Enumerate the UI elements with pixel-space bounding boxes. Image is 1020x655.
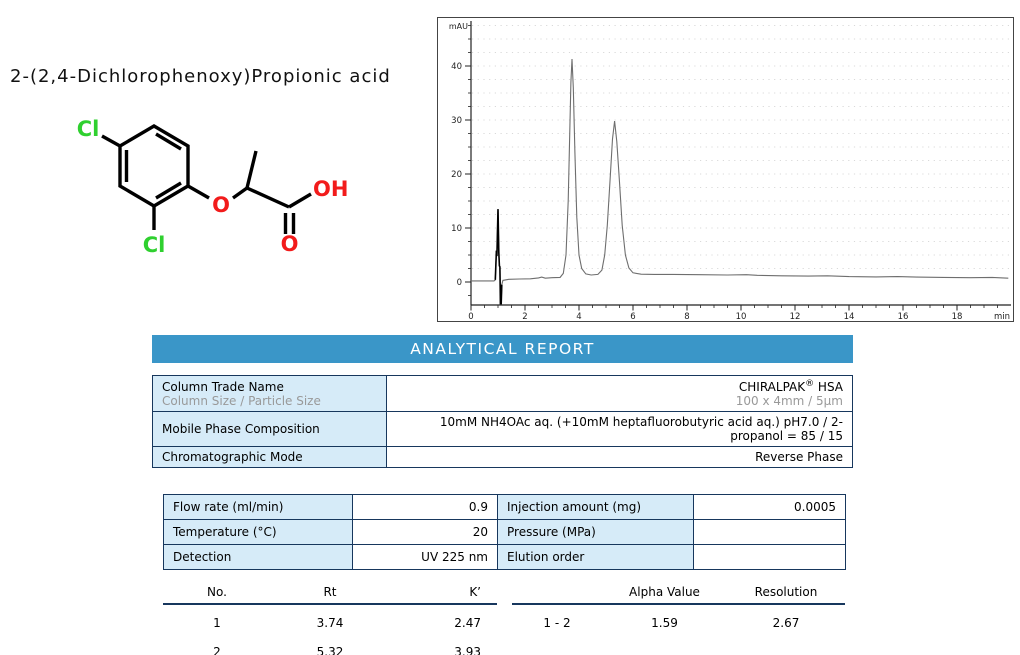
injection-amount-value: 0.0005: [694, 495, 846, 520]
svg-text:mAU: mAU: [448, 22, 468, 31]
temperature-label: Temperature (°C): [164, 520, 353, 545]
svg-text:0: 0: [468, 312, 474, 322]
injection-amount-label: Injection amount (mg): [498, 495, 694, 520]
chemical-structure: [50, 98, 370, 268]
retention-header-row: [163, 581, 497, 605]
column-size-value: 100 x 4mm / 5µm: [735, 394, 843, 408]
peak-pair: 1 - 2: [543, 616, 571, 630]
flow-rate-value: 0.9: [353, 495, 498, 520]
column-size-label: Column Size / Particle Size: [162, 393, 321, 408]
svg-text:16: 16: [897, 312, 909, 322]
table-row: [153, 412, 853, 447]
pressure-value: [694, 520, 846, 545]
resolution-value: 2.67: [772, 616, 800, 630]
svg-text:6: 6: [630, 312, 636, 322]
peak-rt: 5.32: [316, 645, 344, 655]
svg-text:8: 8: [684, 312, 690, 322]
svg-text:min: min: [993, 312, 1010, 322]
flow-rate-label: Flow rate (ml/min): [164, 495, 353, 520]
peak-no: 1: [213, 616, 221, 630]
carbonyl-o-label: O: [280, 232, 299, 256]
pressure-label: Pressure (MPa): [498, 520, 694, 545]
no-header: No.: [207, 585, 227, 599]
detection-value: UV 225 nm: [353, 545, 498, 570]
mobile-phase-value-line2: propanol = 85 / 15: [730, 429, 843, 443]
elution-order-value: [694, 545, 846, 570]
ether-o-label: O: [212, 193, 230, 217]
alpha-header: Alpha Value: [629, 585, 700, 599]
table-row: [163, 605, 497, 634]
temperature-value: 20: [353, 520, 498, 545]
svg-text:20: 20: [451, 170, 462, 180]
peak-kprime: 3.93: [454, 645, 481, 655]
table-row: [164, 520, 846, 545]
report-header-label: ANALYTICAL REPORT: [410, 340, 595, 358]
retention-results-table: [163, 581, 497, 655]
table-row: [153, 376, 853, 412]
bond-skeleton: [102, 126, 311, 234]
table-row: [164, 545, 846, 570]
table-row: [153, 447, 853, 468]
svg-text:14: 14: [843, 312, 855, 322]
separation-results-table: [512, 581, 845, 634]
table-row: [163, 634, 497, 655]
svg-text:12: 12: [789, 312, 801, 322]
peak-rt: 3.74: [316, 616, 344, 630]
alpha-value: 1.59: [651, 616, 678, 630]
svg-text:10: 10: [735, 312, 747, 322]
registered-mark: ®: [805, 379, 815, 389]
mobile-phase-label: Mobile Phase Composition: [153, 412, 387, 447]
report-header: [152, 335, 853, 363]
svg-text:0: 0: [456, 278, 462, 288]
chromatographic-mode-value: Reverse Phase: [387, 447, 853, 468]
svg-text:4: 4: [576, 312, 582, 322]
mobile-phase-value-line1: 10mM NH4OAc aq. (+10mM heptafluorobutyric acid aq.) pH7.0 / 2-: [439, 415, 843, 429]
elution-order-label: Elution order: [498, 545, 694, 570]
cl-bottom-label: Cl: [142, 233, 166, 257]
resolution-header: Resolution: [754, 585, 818, 599]
column-trade-name-label: Column Trade Name: [162, 379, 284, 394]
svg-text:2: 2: [522, 312, 528, 322]
separation-header-row: [512, 581, 845, 605]
peak-kprime: 2.47: [454, 616, 481, 630]
cl-top-label: Cl: [76, 117, 100, 141]
hydroxyl-label: OH: [313, 177, 349, 201]
column-trade-name-value: CHIRALPAK® HSA: [738, 379, 843, 394]
table-row: [512, 605, 845, 634]
kprime-header: K’: [469, 585, 481, 599]
column-info-table: [152, 375, 853, 468]
chromatographic-mode-label: Chromatographic Mode: [153, 447, 387, 468]
svg-text:10: 10: [451, 224, 462, 234]
svg-text:30: 30: [451, 116, 462, 126]
run-parameters-table: [163, 494, 846, 570]
svg-text:18: 18: [951, 312, 963, 322]
svg-text:40: 40: [451, 62, 462, 72]
table-row: [164, 495, 846, 520]
rt-header: Rt: [323, 585, 337, 599]
detection-label: Detection: [164, 545, 353, 570]
peak-no: 2: [213, 645, 221, 655]
pair-header: [512, 581, 602, 603]
chromatogram-svg: [437, 17, 1014, 322]
compound-title: 2-(2,4-Dichlorophenoxy)Propionic acid: [10, 66, 391, 87]
